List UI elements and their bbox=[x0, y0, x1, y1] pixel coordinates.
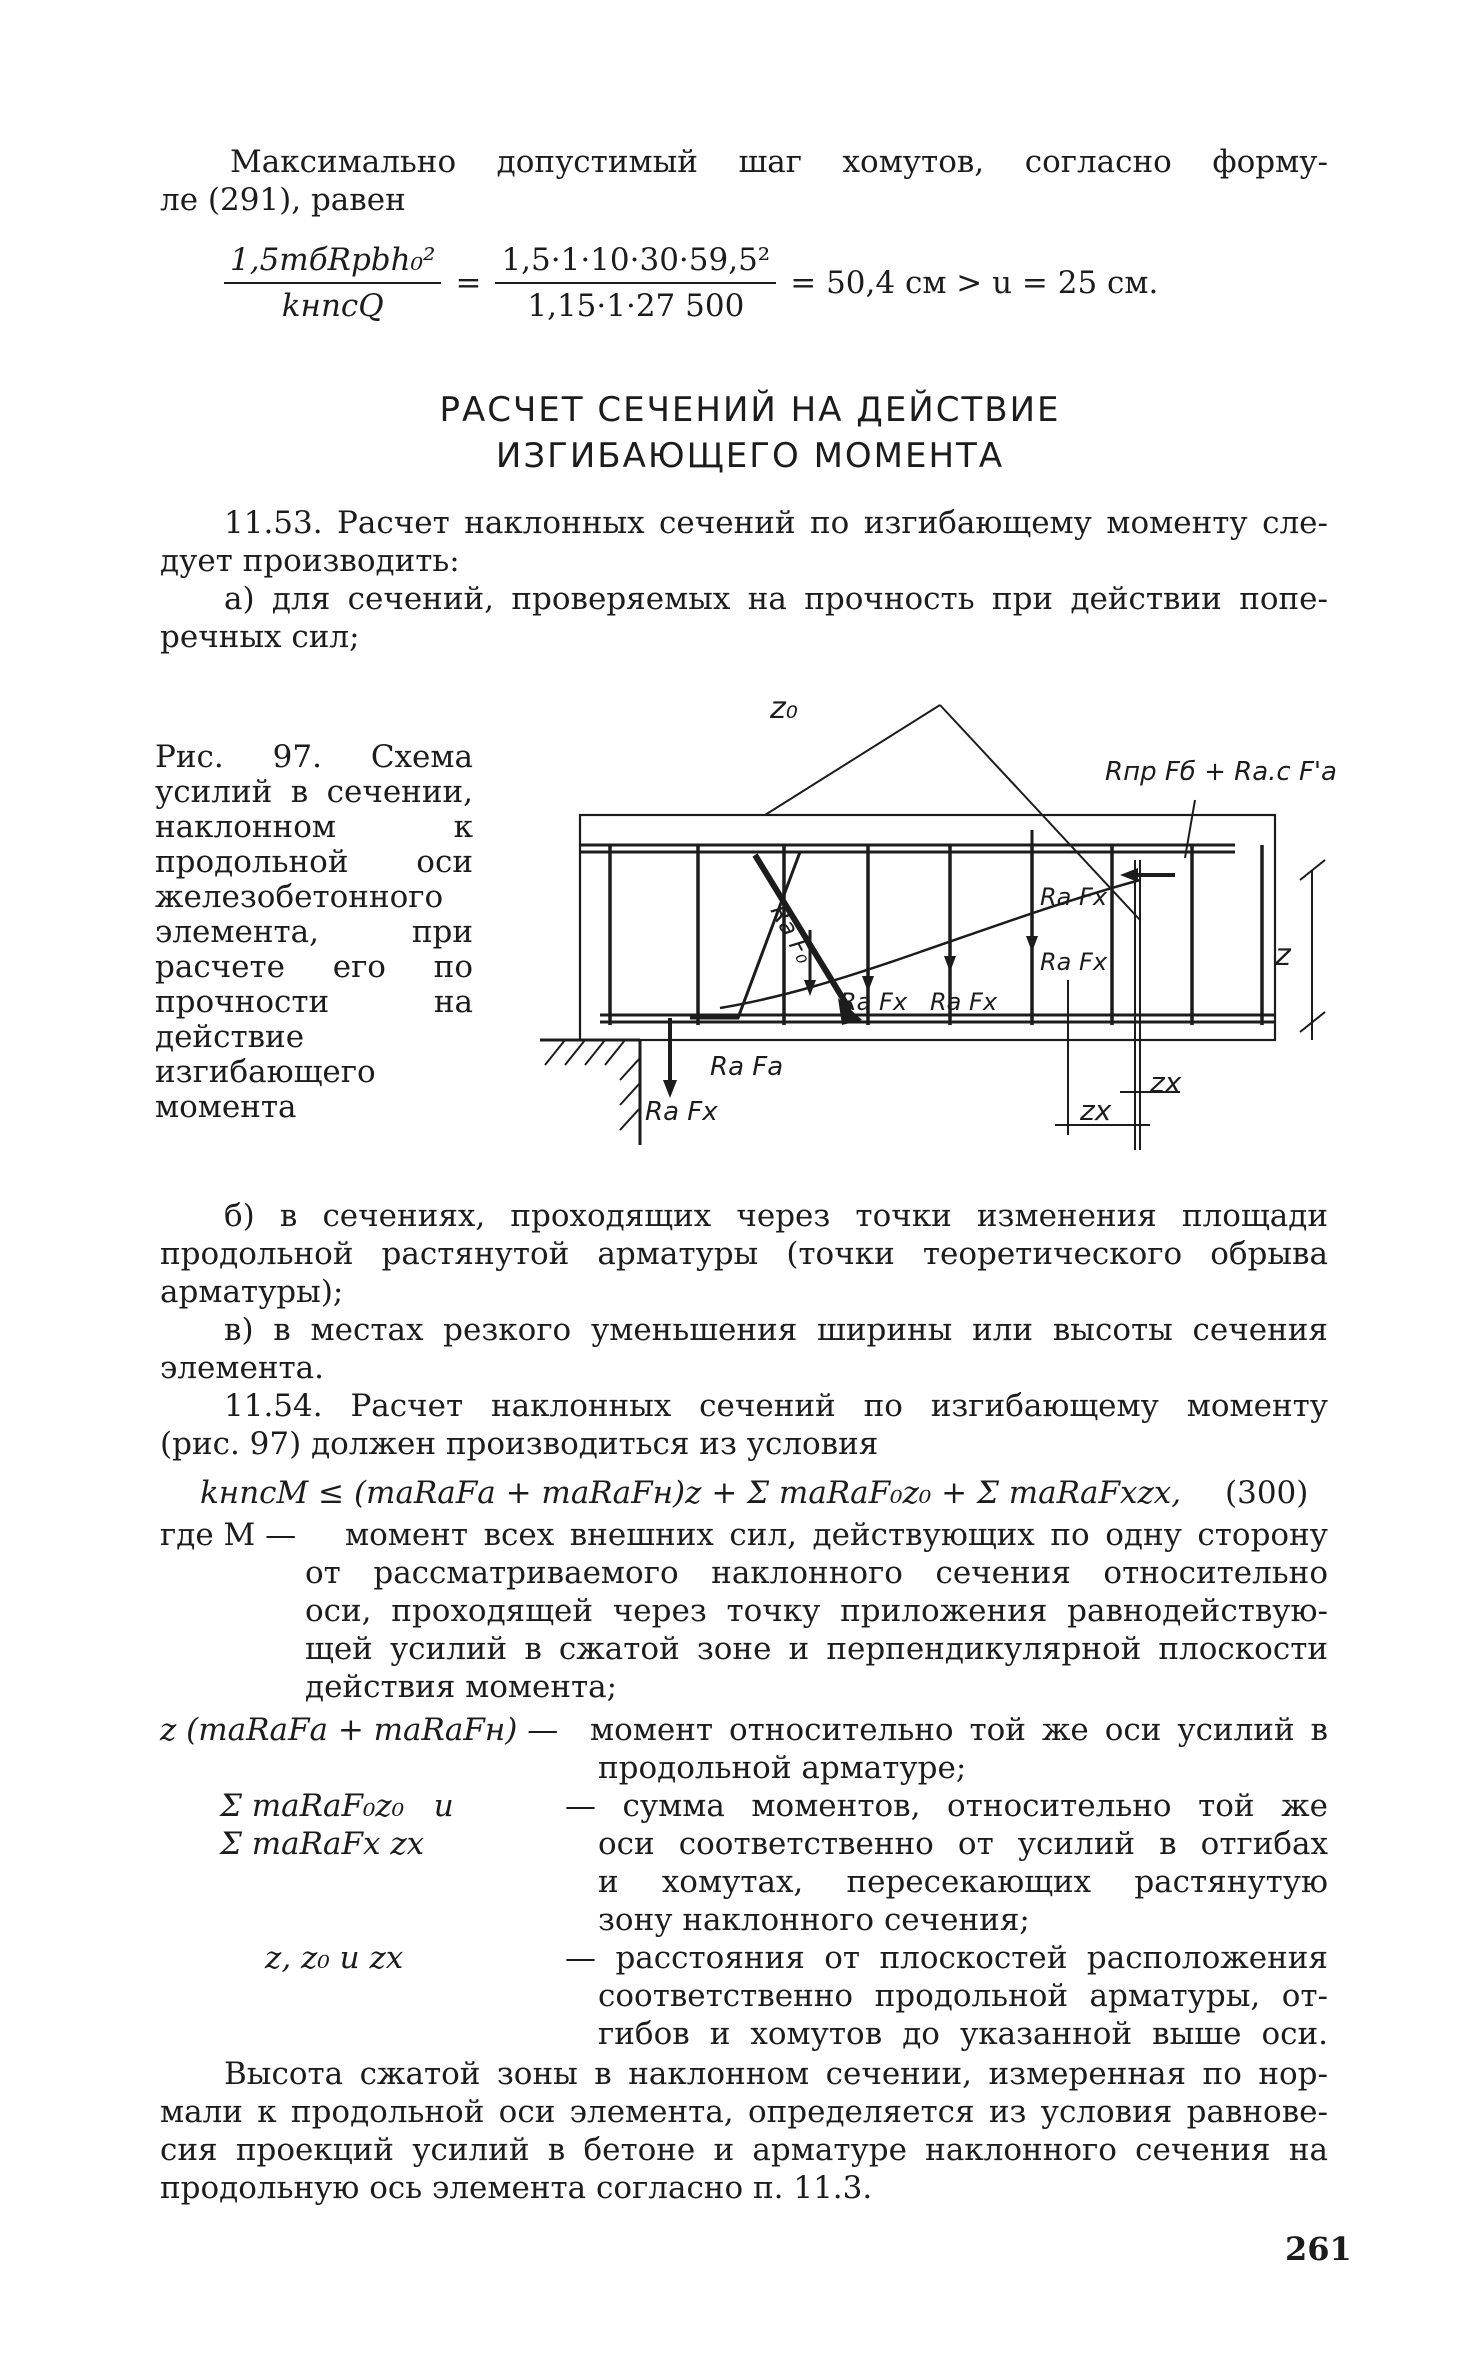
final-paragraph-line: продольную ось элемента согласно п. 11.3. bbox=[160, 2170, 873, 2206]
item-v-line-2: элемента. bbox=[160, 1350, 325, 1386]
item-b-line-2: продольной растянутой арматуры (точки теоретического обрыва bbox=[160, 1236, 1328, 1272]
fraction-left bbox=[224, 242, 441, 324]
where-M-line: действия момента; bbox=[305, 1669, 618, 1705]
label-rafx-low: Rа Fx bbox=[645, 1097, 718, 1127]
fraction-right-numerator: 1,5·1·10·30·59,5² bbox=[495, 242, 776, 284]
label-rafx-mid: Rа Fx bbox=[1040, 948, 1108, 976]
page-number: 261 bbox=[1285, 2230, 1352, 2268]
beam-outline bbox=[580, 815, 1275, 1040]
where-M-line: щей усилий в сжатой зоне и перпендикулярной плоскости bbox=[305, 1631, 1328, 1667]
figure-caption: Рис. 97. Схема усилий в сечении, наклонном к продольной оси железобетонного элемента, при расчете его по прочности на действие изгибающего момента bbox=[155, 739, 473, 1125]
label-z: z bbox=[1275, 938, 1291, 973]
where-z-term: z (mаRаFа + mаRаFн) — bbox=[160, 1712, 559, 1748]
label-z0: z₀ bbox=[770, 691, 798, 726]
intro-word: согласно bbox=[1024, 144, 1172, 180]
where-sum-line: — сумма моментов, относительно той же bbox=[565, 1788, 1328, 1824]
item-v-line-1: в) в местах резкого уменьшения ширины или высоты сечения bbox=[224, 1312, 1328, 1348]
label-rafa: Rа Fа bbox=[710, 1052, 784, 1082]
formula-300: kнncM ≤ (mаRаFа + mаRаFн)z + Σ mаRаF₀z₀ + Σ mаRаFxzx, bbox=[200, 1475, 1182, 1511]
where-M-line: оси, проходящей через точку приложения равнодействую- bbox=[305, 1593, 1328, 1629]
where-dist-line: гибов и хомутов до указанной выше оси. bbox=[598, 2016, 1328, 2052]
label-rafx-top: Rа Fx bbox=[1040, 883, 1108, 911]
label-zx2: zx bbox=[1080, 1094, 1112, 1127]
formula-291 bbox=[224, 242, 1158, 324]
where-sum-term-1: Σ mаRаF₀z₀ и bbox=[220, 1788, 454, 1824]
where-dist-line: — расстояния от плоскостей расположения bbox=[565, 1940, 1328, 1976]
label-rafx-b2: Rа Fx bbox=[930, 988, 998, 1016]
final-paragraph-line: мали к продольной оси элемента, определяется из условия равнове- bbox=[160, 2094, 1328, 2130]
where-dist-term: z, z₀ и zx bbox=[265, 1940, 404, 1976]
where-sum-line: и хомутах, пересекающих растянутую bbox=[598, 1864, 1328, 1900]
formula-291-result: = 50,4 см > u = 25 см. bbox=[790, 265, 1159, 301]
final-paragraph-line: сия проекций усилий в бетоне и арматуре наклонного сечения на bbox=[160, 2132, 1328, 2168]
where-z-line: продольной арматуре; bbox=[598, 1750, 967, 1786]
fraction-left-denominator: kнncQ bbox=[281, 288, 384, 324]
fraction-right-denominator: 1,15·1·27 500 bbox=[527, 288, 745, 324]
item-b-line-3: арматуры); bbox=[160, 1274, 344, 1310]
where-sum-line: оси соответственно от усилий в отгибах bbox=[598, 1826, 1328, 1862]
where-M-line: от рассматриваемого наклонного сечения относительно bbox=[305, 1555, 1328, 1591]
equals-sign: = bbox=[455, 265, 482, 301]
where-lead: где M — bbox=[160, 1517, 297, 1553]
p1154-line-2: (рис. 97) должен производиться из условия bbox=[160, 1426, 879, 1462]
intro-line-1 bbox=[230, 144, 1328, 181]
label-compression: Rпр Fб + Rа.с F'а bbox=[1105, 757, 1337, 787]
item-a-line-2: речных сил; bbox=[160, 619, 360, 655]
where-sum-line: зону наклонного сечения; bbox=[598, 1902, 1030, 1938]
intro-word: форму- bbox=[1212, 144, 1328, 180]
formula-300-number: (300) bbox=[1225, 1475, 1309, 1511]
where-M-line: момент всех внешних сил, действующих по одну сторону bbox=[345, 1517, 1328, 1553]
final-paragraph-line: Высота сжатой зоны в наклонном сечении, измеренная по нор- bbox=[224, 2056, 1328, 2092]
label-zx: zx bbox=[1150, 1066, 1182, 1099]
p1153-line-2: дует производить: bbox=[160, 543, 460, 579]
intro-word: допустимый bbox=[496, 144, 698, 180]
label-rafx-b1: Rа Fx bbox=[840, 988, 908, 1016]
intro-word: шаг bbox=[738, 144, 803, 180]
figure-97-diagram bbox=[540, 680, 1360, 1150]
where-dist-line: соответственно продольной арматуры, от- bbox=[598, 1978, 1328, 2014]
where-z-line: момент относительно той же оси усилий в bbox=[590, 1712, 1328, 1748]
item-b-line-1: б) в сечениях, проходящих через точки изменения площади bbox=[224, 1198, 1328, 1234]
label-raf0: Rа F₀ bbox=[764, 899, 819, 968]
p1154-line-1: 11.54. Расчет наклонных сечений по изгибающему моменту bbox=[224, 1388, 1328, 1424]
section-heading-line-2: ИЗГИБАЮЩЕГО МОМЕНТА bbox=[495, 436, 1005, 476]
intro-word: Максимально bbox=[230, 144, 457, 180]
intro-line-2: ле (291), равен bbox=[160, 182, 406, 218]
fraction-left-numerator: 1,5mбRрbh₀² bbox=[224, 242, 441, 284]
fraction-right bbox=[495, 242, 776, 324]
where-sum-term-2: Σ mаRаFx zx bbox=[220, 1826, 425, 1862]
p1153-line-1: 11.53. Расчет наклонных сечений по изгибающему моменту сле- bbox=[224, 505, 1328, 541]
support-hatching bbox=[545, 1040, 640, 1130]
section-heading-line-1: РАСЧЕТ СЕЧЕНИЙ НА ДЕЙСТВИЕ bbox=[439, 390, 1061, 430]
intro-word: хомутов, bbox=[842, 144, 985, 180]
item-a-line-1: а) для сечений, проверяемых на прочность при действии попе- bbox=[224, 581, 1328, 617]
